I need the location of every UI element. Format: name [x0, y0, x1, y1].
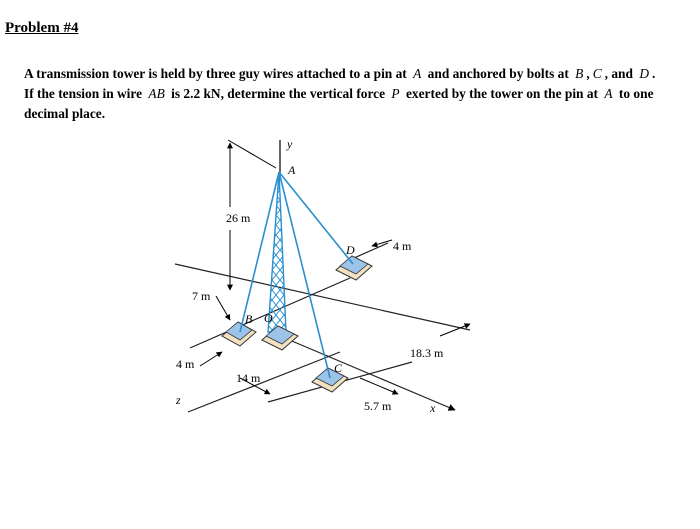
point-label: B [575, 66, 584, 81]
tower [268, 172, 286, 332]
point-label-a: A [288, 163, 296, 177]
problem-title: Problem #4 [5, 20, 79, 36]
dim-b-z [216, 296, 230, 320]
dim-d-z-label: 18.3 m [410, 346, 444, 360]
point-label-c: C [334, 361, 343, 375]
point-label: A [604, 86, 613, 101]
text-part: and anchored by bolts at [427, 66, 569, 81]
text-part: A transmission tower is held by three guy wires attached to a pin at [24, 66, 407, 81]
dimension-extension [228, 140, 276, 168]
force-label: P [391, 86, 400, 101]
text-part: is 2.2 kN, determine the vertical force [171, 86, 386, 101]
dim-c-x [360, 378, 398, 394]
axis-label-x: x [430, 401, 436, 415]
point-label: D [639, 66, 649, 81]
point-label: A [413, 66, 422, 81]
dim-height-label: 26 m [226, 211, 251, 225]
text-part: , and [604, 66, 633, 81]
wire-label: AB [148, 86, 165, 101]
text-part: , [586, 66, 590, 81]
point-label-d: D [346, 243, 355, 257]
point-label-o: O [264, 311, 273, 325]
dim-d-z [440, 324, 470, 336]
dim-b-z-label: 7 m [192, 289, 211, 303]
dim-b-x [200, 352, 222, 366]
anchor-o [262, 326, 298, 350]
axis-label-y: y [287, 137, 293, 151]
axis-label-z: z [176, 393, 181, 407]
anchor-d [336, 256, 372, 280]
guy-wires [240, 172, 353, 378]
point-label-b: B [245, 312, 253, 326]
point-label: C [592, 66, 602, 81]
ground-line [175, 264, 470, 330]
dim-c-x-label: 5.7 m [364, 399, 392, 413]
text-part: . If the tension in wire [24, 66, 656, 101]
dim-c-z-label: 14 m [236, 371, 261, 385]
dim-b-x-label: 4 m [176, 357, 195, 371]
text-part: to one decimal place. [24, 86, 654, 121]
dim-d-x-label: 4 m [393, 239, 412, 253]
tower-body [268, 172, 286, 332]
text-part: exerted by the tower on the pin at [405, 86, 599, 101]
